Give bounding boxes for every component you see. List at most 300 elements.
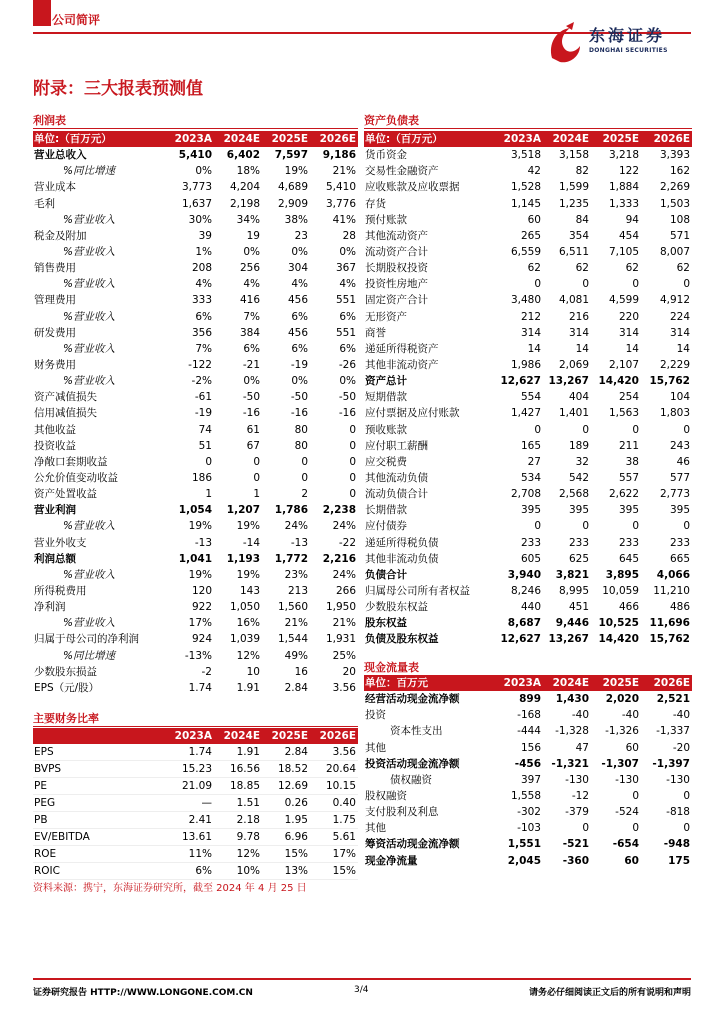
table-row	[364, 836, 692, 852]
table-row	[33, 551, 358, 567]
balance-header-cell: 2025E	[591, 131, 641, 147]
table-cell: 80	[294, 439, 308, 452]
table-cell: -19	[194, 407, 212, 420]
table-cell: -13%	[184, 649, 212, 662]
table-row	[33, 863, 358, 880]
table-cell: 62	[625, 262, 639, 275]
table-cell: 15%	[262, 846, 310, 863]
balance-header-cell: 2026E	[641, 131, 692, 147]
table-cell: 21%	[332, 165, 356, 178]
table-cell: 1.91	[236, 681, 260, 694]
table-cell: 0	[534, 520, 541, 533]
table-cell: 1,503	[659, 197, 690, 210]
table-row	[33, 648, 358, 664]
table-cell: 20.64	[310, 761, 358, 778]
table-cell: 15%	[310, 863, 358, 880]
ratios-header-cell: 2024E	[214, 728, 262, 744]
row-label: 股东权益	[365, 617, 407, 630]
table-cell: 24%	[332, 520, 356, 533]
ratios-section-title: 主要财务比率	[33, 711, 358, 727]
table-cell: 23	[294, 229, 308, 242]
table-cell: 14	[527, 342, 541, 355]
table-cell: -16	[338, 407, 356, 420]
row-label: EPS	[33, 744, 164, 761]
table-cell: -130	[615, 773, 639, 786]
table-cell: 10,525	[598, 617, 639, 630]
table-cell: 62	[527, 262, 541, 275]
table-cell: 23%	[284, 568, 308, 581]
table-cell: 220	[618, 310, 639, 323]
table-cell: 13,267	[548, 633, 589, 646]
table-row	[33, 147, 358, 163]
table-cell: 0	[632, 278, 639, 291]
data-source-note: 资料来源：携宁，东海证券研究所，截至 2024 年 4 月 25 日	[33, 883, 307, 894]
table-cell: 4,204	[229, 181, 260, 194]
table-cell: 254	[618, 391, 639, 404]
balance-header-row	[364, 131, 692, 147]
table-cell: 2.84	[262, 744, 310, 761]
table-cell: 8,687	[507, 617, 541, 630]
table-cell: 0	[683, 423, 690, 436]
table-cell: 395	[669, 504, 690, 517]
row-label: %营业收入	[63, 617, 115, 630]
table-cell: 24%	[284, 520, 308, 533]
table-cell: 0	[301, 455, 308, 468]
table-cell: 13,267	[548, 375, 589, 388]
table-row	[33, 744, 358, 761]
row-label: 长期借款	[365, 504, 407, 517]
cashflow-table	[364, 675, 692, 869]
company-logo	[546, 20, 702, 72]
table-cell: 30%	[188, 213, 212, 226]
table-cell: 557	[618, 472, 639, 485]
cashflow-header-cell: 单位：百万元	[364, 675, 493, 691]
table-cell: 5,410	[178, 149, 212, 162]
table-cell: -456	[514, 757, 541, 770]
table-row	[33, 631, 358, 647]
table-cell: 625	[568, 552, 589, 565]
table-cell: 80	[294, 423, 308, 436]
table-cell: 924	[191, 633, 212, 646]
table-row	[33, 778, 358, 795]
footer-rule	[33, 978, 691, 980]
table-cell: -524	[615, 806, 639, 819]
table-cell: 2,020	[605, 693, 639, 706]
table-cell: 9.78	[214, 829, 262, 846]
row-label: 公允价值变动收益	[34, 472, 118, 485]
row-label: 应收账款及应收票据	[365, 181, 460, 194]
table-row	[33, 422, 358, 438]
table-row	[33, 761, 358, 778]
table-cell: 665	[669, 552, 690, 565]
table-row	[33, 812, 358, 829]
table-cell: -50	[242, 391, 260, 404]
ratios-header-cell: 2026E	[310, 728, 358, 744]
table-cell: 46	[676, 455, 690, 468]
table-cell: 0	[349, 472, 356, 485]
table-row	[33, 373, 358, 389]
table-cell: 1,786	[274, 504, 308, 517]
table-cell: -40	[571, 709, 589, 722]
table-cell: 0	[632, 790, 639, 803]
table-cell: 20	[342, 665, 356, 678]
table-cell: 5,410	[325, 181, 356, 194]
row-label: 其他流动负债	[365, 472, 428, 485]
table-row	[33, 179, 358, 195]
row-label: 其他	[365, 741, 386, 754]
table-cell: -302	[517, 806, 541, 819]
row-label: 其他非流动负债	[365, 552, 439, 565]
table-cell: 6,559	[510, 246, 541, 259]
table-cell: 2,708	[510, 488, 541, 501]
row-label: 财务费用	[34, 359, 76, 372]
table-row	[364, 691, 692, 707]
income-header-cell: 2024E	[214, 131, 262, 147]
balance-header-cell: 单位:（百万元）	[364, 131, 493, 147]
row-label: 长期股权投资	[365, 262, 428, 275]
table-cell: -1,328	[555, 725, 589, 738]
table-cell: 1,986	[510, 359, 541, 372]
table-cell: 2,238	[322, 504, 356, 517]
row-label: 净利润	[34, 601, 66, 614]
table-cell: 67	[246, 439, 260, 452]
table-cell: 6%	[243, 342, 260, 355]
income-header-cell: 2025E	[262, 131, 310, 147]
row-label: ROIC	[33, 863, 164, 880]
table-row	[364, 260, 692, 276]
table-cell: 6%	[164, 863, 214, 880]
row-label: 预收账款	[365, 423, 407, 436]
table-cell: 0	[534, 278, 541, 291]
row-label: 股权融资	[365, 790, 407, 803]
table-cell: 554	[520, 391, 541, 404]
table-row	[364, 631, 692, 647]
cashflow-header-cell: 2025E	[591, 675, 641, 691]
table-cell: 12,627	[500, 633, 541, 646]
row-label: 研发费用	[34, 326, 76, 339]
table-cell: -818	[666, 806, 690, 819]
table-cell: 74	[198, 423, 212, 436]
table-cell: 0	[683, 520, 690, 533]
table-cell: 1,145	[510, 197, 541, 210]
table-cell: 3,518	[510, 149, 541, 162]
table-row	[364, 470, 692, 486]
table-cell: -26	[338, 359, 356, 372]
row-label: 资本性支出	[390, 725, 443, 738]
row-label: 商誉	[365, 326, 386, 339]
row-label: 利润总额	[34, 552, 76, 565]
table-cell: -379	[565, 806, 589, 819]
row-label: 债权融资	[390, 773, 432, 786]
table-cell: 534	[520, 472, 541, 485]
table-cell: 899	[519, 693, 541, 706]
table-cell: 2.84	[284, 681, 308, 694]
table-cell: 3,821	[555, 568, 589, 581]
table-row	[364, 454, 692, 470]
table-cell: 3.56	[310, 744, 358, 761]
table-cell: 4%	[291, 278, 308, 291]
table-cell: 120	[191, 585, 212, 597]
table-cell: 165	[520, 439, 541, 452]
table-cell: 2.18	[214, 812, 262, 829]
table-cell: 6%	[291, 310, 308, 323]
table-row	[33, 502, 358, 518]
table-cell: 38	[625, 455, 639, 468]
table-cell: 395	[618, 504, 639, 517]
table-cell: 62	[575, 262, 589, 275]
row-label: 资产减值损失	[34, 391, 97, 404]
logo-chinese-name: 东海证券	[589, 26, 666, 45]
row-label: 无形资产	[365, 310, 407, 323]
row-label: 其他流动资产	[365, 229, 428, 242]
table-cell: 0	[349, 488, 356, 501]
table-cell: 3,393	[659, 149, 690, 162]
row-label: %营业收入	[63, 278, 115, 291]
table-cell: 224	[669, 310, 690, 323]
table-cell: -103	[517, 822, 541, 835]
row-label: %营业收入	[63, 520, 115, 533]
table-row	[364, 820, 692, 836]
table-cell: 0	[582, 423, 589, 436]
row-label: 资产总计	[365, 375, 407, 388]
table-cell: 456	[287, 326, 308, 339]
table-cell: 2,229	[659, 359, 690, 372]
table-cell: 82	[575, 165, 589, 178]
table-cell: -20	[672, 741, 690, 754]
table-cell: 12%	[214, 846, 262, 863]
table-cell: -521	[562, 838, 589, 851]
table-cell: -2%	[191, 375, 212, 388]
table-cell: 175	[668, 854, 690, 867]
table-cell: 7%	[195, 342, 212, 355]
row-label: 营业成本	[34, 181, 76, 194]
table-cell: 577	[669, 472, 690, 485]
table-cell: 6.96	[262, 829, 310, 846]
table-cell: 456	[287, 294, 308, 307]
table-cell: 4,066	[656, 568, 690, 581]
table-cell: -168	[517, 709, 541, 722]
table-row	[33, 438, 358, 454]
row-label: 其他非流动资产	[365, 359, 439, 372]
row-label: 投资性房地产	[365, 278, 428, 291]
table-cell: 12%	[236, 649, 260, 662]
cashflow-header-cell: 2024E	[543, 675, 591, 691]
table-row	[33, 163, 358, 179]
table-cell: 2,909	[277, 197, 308, 210]
table-cell: 14	[676, 342, 690, 355]
table-cell: 38%	[284, 213, 308, 226]
table-cell: 1.75	[310, 812, 358, 829]
table-row	[33, 292, 358, 308]
table-cell: 10%	[214, 863, 262, 880]
table-cell: 645	[618, 552, 639, 565]
table-row	[364, 357, 692, 373]
table-cell: 15,762	[649, 633, 690, 646]
table-cell: 9,186	[322, 149, 356, 162]
table-cell: 143	[239, 585, 260, 597]
table-cell: 2.41	[164, 812, 214, 829]
table-cell: 60	[527, 213, 541, 226]
table-cell: -130	[565, 773, 589, 786]
table-cell: 0%	[195, 165, 212, 178]
table-cell: 1,560	[277, 601, 308, 614]
table-cell: 1,207	[226, 504, 260, 517]
table-row	[33, 325, 358, 341]
table-row	[33, 567, 358, 583]
table-row	[364, 438, 692, 454]
table-cell: -1,321	[551, 757, 589, 770]
row-label: 应付债券	[365, 520, 407, 533]
table-row	[364, 853, 692, 869]
financial-ratios-table	[33, 728, 358, 880]
table-row	[33, 518, 358, 534]
table-cell: 1.95	[262, 812, 310, 829]
table-cell: 12,627	[500, 375, 541, 388]
table-row	[33, 260, 358, 276]
table-cell: 11,210	[653, 585, 690, 597]
table-cell: -50	[338, 391, 356, 404]
table-cell: 15,762	[649, 375, 690, 388]
table-cell: 2,773	[659, 488, 690, 501]
table-cell: 212	[520, 310, 541, 323]
table-cell: 19%	[236, 520, 260, 533]
row-label: 归属母公司所有者权益	[365, 585, 470, 597]
row-label: 投资收益	[34, 439, 76, 452]
table-row	[364, 341, 692, 357]
table-cell: 1.51	[214, 795, 262, 812]
table-cell: 1,528	[510, 181, 541, 194]
table-row	[33, 470, 358, 486]
row-label: %营业收入	[63, 375, 115, 388]
table-cell: 41%	[332, 213, 356, 226]
table-cell: 0	[253, 472, 260, 485]
table-cell: -948	[663, 838, 690, 851]
table-cell: 551	[335, 326, 356, 339]
table-cell: 18.52	[262, 761, 310, 778]
header-section-tab: 公司简评	[52, 13, 101, 27]
row-label: 递延所得税负债	[365, 536, 439, 549]
table-cell: 1,772	[274, 552, 308, 565]
table-cell: 2,216	[322, 552, 356, 565]
table-row	[364, 163, 692, 179]
table-cell: 0	[253, 455, 260, 468]
table-row	[33, 583, 358, 599]
table-cell: 8,007	[659, 246, 690, 259]
table-cell: 233	[568, 536, 589, 549]
table-row	[364, 212, 692, 228]
table-cell: 356	[191, 326, 212, 339]
table-row	[364, 422, 692, 438]
table-cell: 19%	[284, 165, 308, 178]
table-row	[364, 405, 692, 421]
table-cell: 0%	[291, 375, 308, 388]
table-cell: 4,081	[558, 294, 589, 307]
table-row	[364, 147, 692, 163]
table-row	[33, 615, 358, 631]
income-header-cell: 2023A	[164, 131, 214, 147]
table-cell: 0	[349, 455, 356, 468]
table-cell: 486	[669, 601, 690, 614]
table-cell: 104	[669, 391, 690, 404]
table-cell: 2,107	[608, 359, 639, 372]
table-row	[364, 292, 692, 308]
table-cell: -1,326	[605, 725, 639, 738]
row-label: PB	[33, 812, 164, 829]
table-cell: 266	[335, 585, 356, 597]
cashflow-section-title: 现金流量表	[364, 661, 419, 674]
table-cell: 39	[198, 229, 212, 242]
table-cell: 84	[575, 213, 589, 226]
row-label: 投资活动现金流净额	[365, 757, 460, 770]
table-cell: 4,599	[608, 294, 639, 307]
table-cell: 3.56	[332, 681, 356, 694]
table-row	[33, 846, 358, 863]
table-cell: 314	[669, 326, 690, 339]
table-cell: 18%	[236, 165, 260, 178]
table-cell: 60	[625, 741, 639, 754]
table-cell: -22	[338, 536, 356, 549]
table-cell: 25%	[332, 649, 356, 662]
table-cell: 243	[669, 439, 690, 452]
table-cell: 2,568	[558, 488, 589, 501]
ratios-header-cell: 2023A	[164, 728, 214, 744]
table-cell: 27	[527, 455, 541, 468]
table-cell: 216	[568, 310, 589, 323]
table-cell: 1,039	[229, 633, 260, 646]
table-row	[33, 599, 358, 615]
table-row	[33, 454, 358, 470]
table-cell: 21%	[332, 617, 356, 630]
table-cell: -40	[672, 709, 690, 722]
table-cell: -654	[612, 838, 639, 851]
income-section-title: 利润表	[33, 113, 358, 129]
table-cell: 3,776	[325, 197, 356, 210]
table-cell: -1,307	[601, 757, 639, 770]
table-cell: 0	[349, 439, 356, 452]
table-row	[33, 405, 358, 421]
table-row	[33, 795, 358, 812]
table-row	[33, 212, 358, 228]
table-cell: 7%	[243, 310, 260, 323]
table-cell: 454	[618, 229, 639, 242]
table-row	[33, 486, 358, 502]
table-cell: -2	[201, 665, 212, 678]
table-cell: 24%	[332, 568, 356, 581]
table-cell: 8,246	[510, 585, 541, 597]
table-cell: -13	[194, 536, 212, 549]
table-row	[364, 309, 692, 325]
table-cell: 1	[205, 488, 212, 501]
table-cell: 2,622	[608, 488, 639, 501]
table-row	[364, 486, 692, 502]
row-label: 净敞口套期收益	[34, 455, 108, 468]
table-row	[364, 740, 692, 756]
table-row	[364, 788, 692, 804]
row-label: 现金净流量	[365, 854, 418, 867]
table-cell: 6%	[195, 310, 212, 323]
income-header-cell: 2026E	[310, 131, 358, 147]
table-row	[364, 772, 692, 788]
row-label: 归属于母公司的净利润	[34, 633, 139, 646]
table-cell: 10,059	[602, 585, 639, 597]
table-row	[364, 502, 692, 518]
table-row	[364, 551, 692, 567]
footer-left: 证券研究报告 HTTP://WWW.LONGONE.COM.CN	[33, 988, 253, 998]
table-cell: 186	[191, 472, 212, 485]
table-cell: 3,895	[605, 568, 639, 581]
table-cell: -12	[571, 790, 589, 803]
table-row	[33, 829, 358, 846]
